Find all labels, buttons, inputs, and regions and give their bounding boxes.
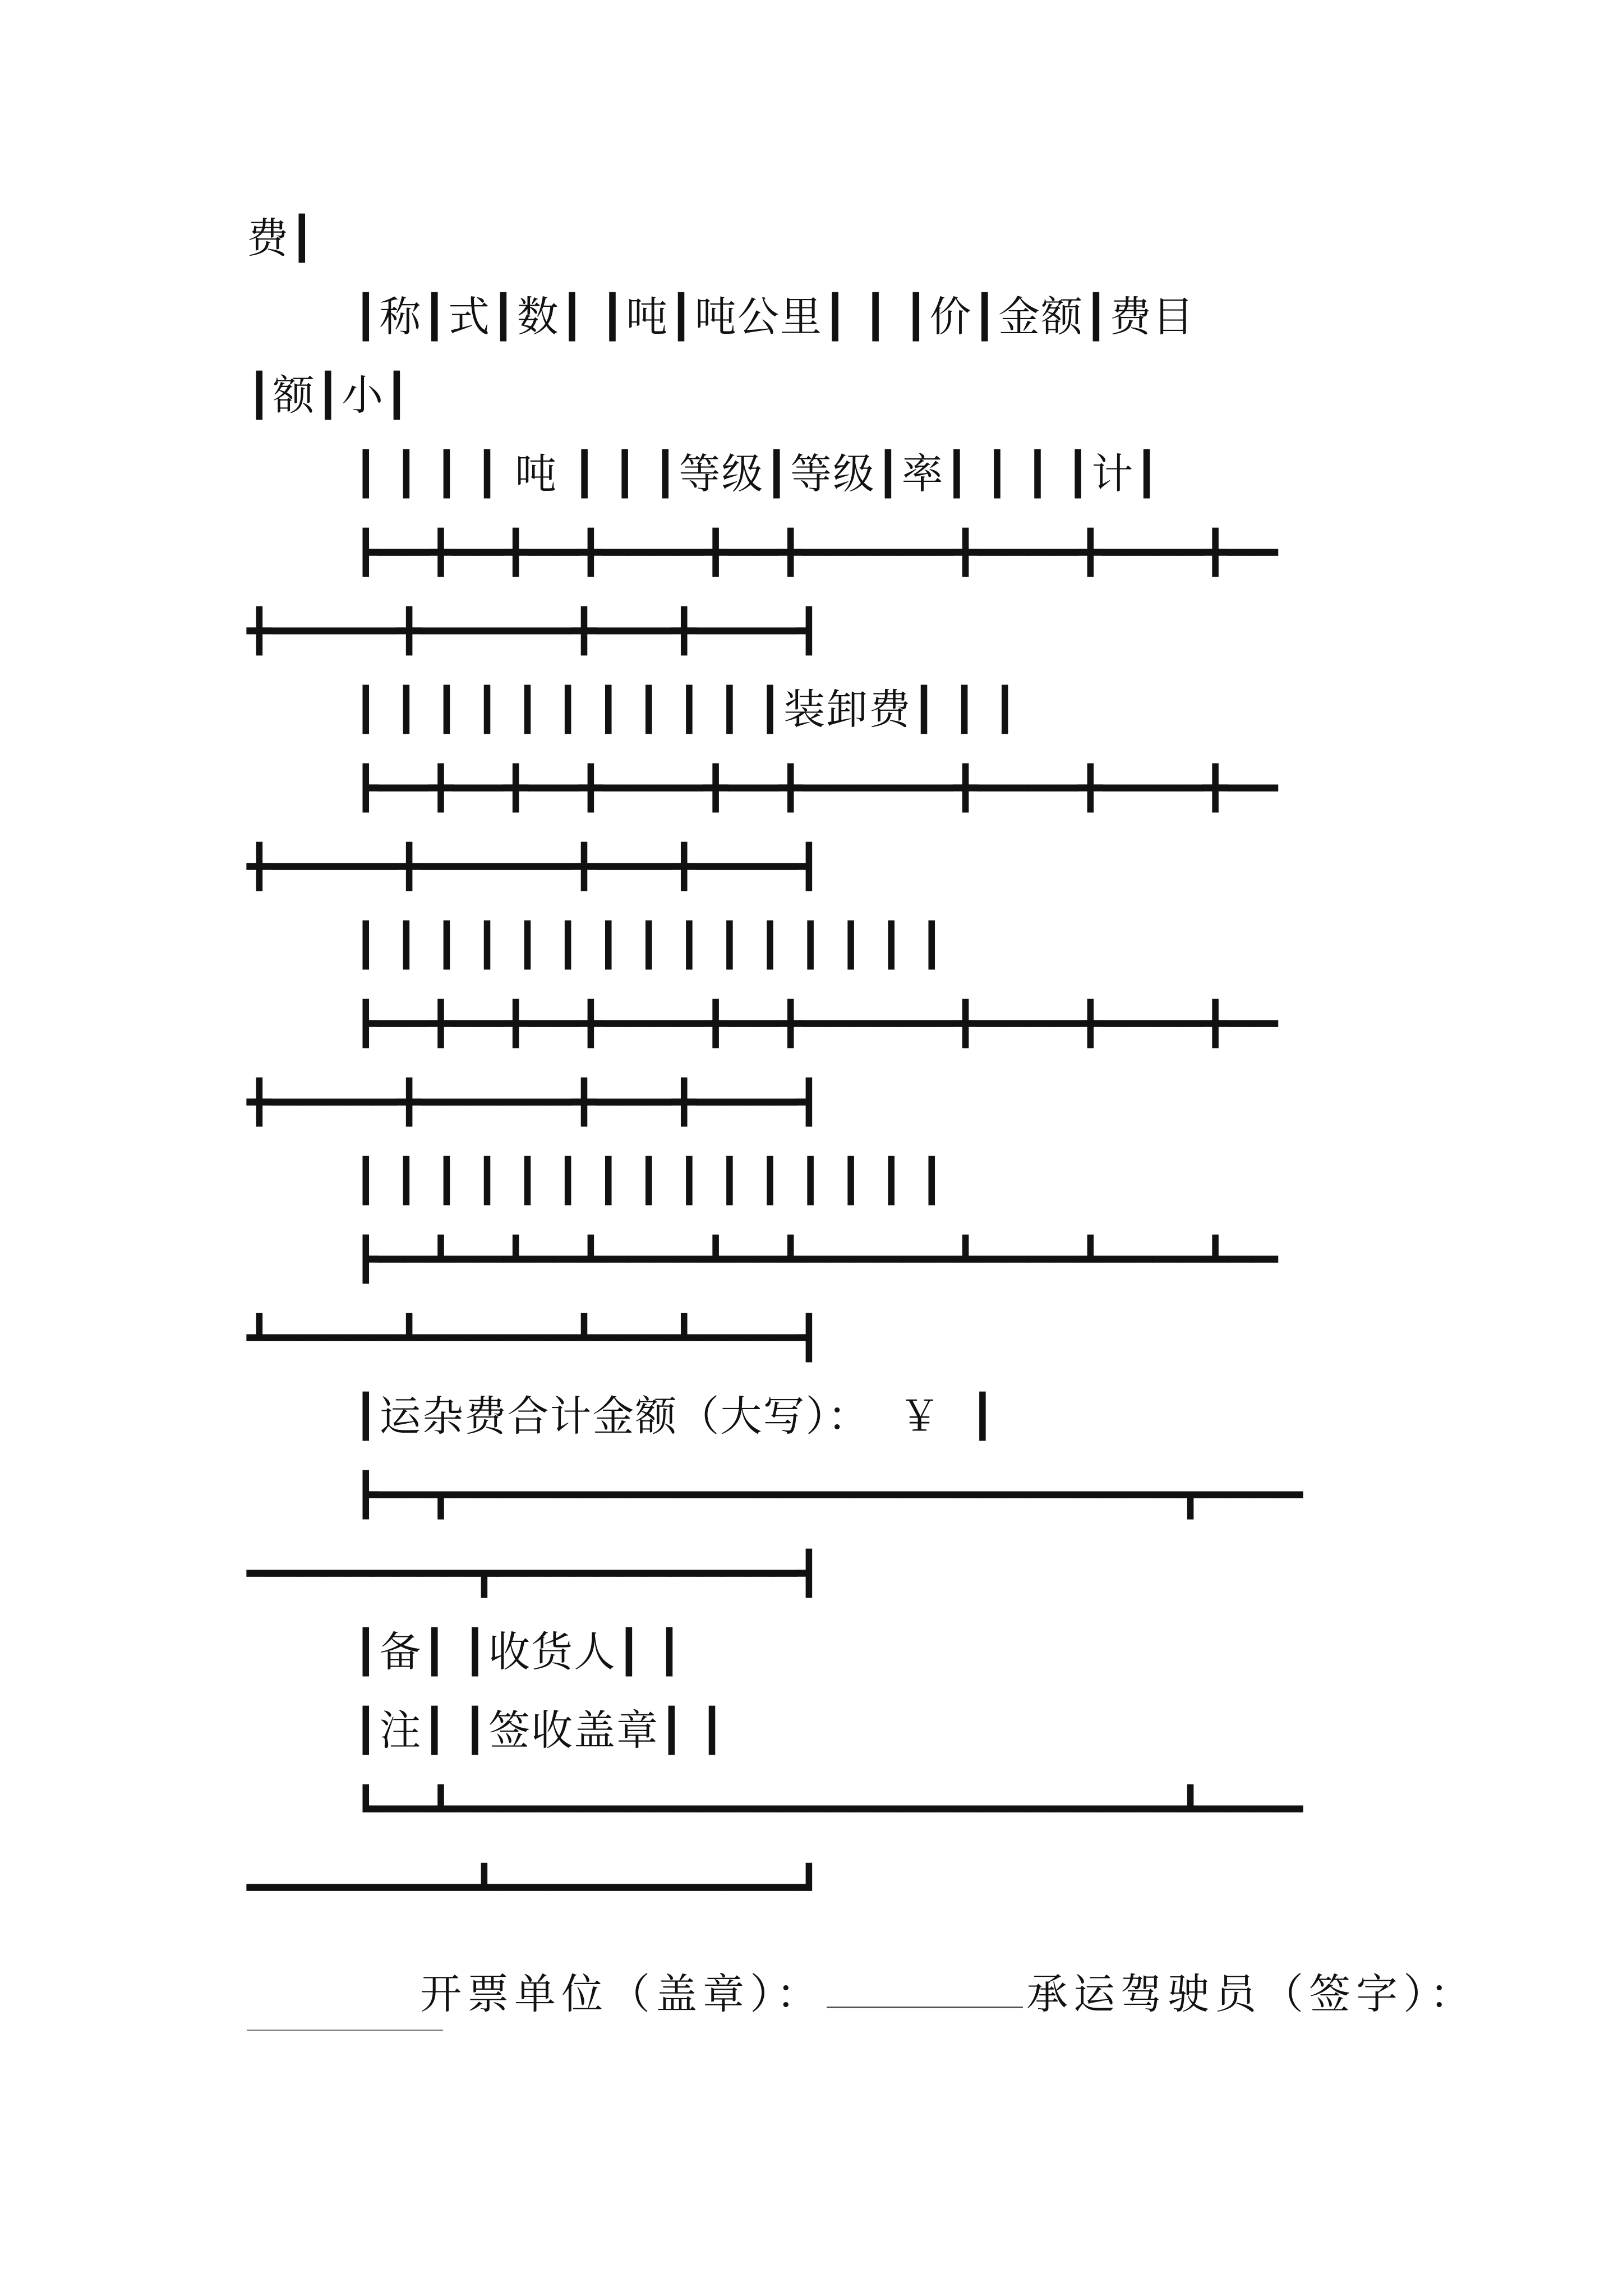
- table-border-line: ┻━━━━━┻━━━━━━┻━━━┻━━━━┫: [247, 1314, 822, 1362]
- form-line-3: ┃额┃小┃: [247, 371, 411, 420]
- total-amount-line: ┃运杂费合计金额（大写）： ￥ ┃: [353, 1392, 997, 1441]
- table-border-line: ┣━━╋━━╋━━╋━━━━╋━━╋━━━━━━╋━━━━╋━━━━╋━━: [353, 528, 1278, 577]
- driver-signature-blank: [247, 2030, 443, 2031]
- table-border-line: ┗━━┻━━━━━━━━━━━━━━━━━━━━━━━━━━━━━┻━━━━: [353, 1785, 1303, 1833]
- issuer-label: 开票单位（盖章）：: [420, 1970, 824, 2018]
- form-line-empty-row: ┃ ┃ ┃ ┃ ┃ ┃ ┃ ┃ ┃ ┃ ┃ ┃ ┃ ┃ ┃: [353, 1157, 946, 1205]
- table-border-line: ┣━━╋━━╋━━╋━━━━╋━━╋━━━━━━╋━━━━╋━━━━╋━━: [353, 1000, 1278, 1048]
- table-border-line: ━━━━━━━━━┳━━━━━━━━━━━━┫: [247, 1549, 822, 1598]
- form-line-4: ┃ ┃ ┃ ┃ 吨 ┃ ┃ ┃等级┃等级┃率┃ ┃ ┃ ┃计┃: [353, 450, 1160, 498]
- table-border-line: ┣━━┳━━━━━━━━━━━━━━━━━━━━━━━━━━━━━┳━━━━: [353, 1471, 1303, 1519]
- table-border-line: ━━━━━━━━━┻━━━━━━━━━━━━┛: [247, 1864, 822, 1912]
- remarks-consignee-line: ┃注┃ ┃签收盖章┃ ┃: [353, 1706, 726, 1755]
- table-border-line: ┣━━╋━━╋━━╋━━━━╋━━╋━━━━━━╋━━━━╋━━━━╋━━: [353, 764, 1278, 812]
- table-border-line: ┣━━┻━━┻━━┻━━━━┻━━┻━━━━━━┻━━━━┻━━━━┻━━: [353, 1235, 1278, 1283]
- form-line-loading-fee: ┃ ┃ ┃ ┃ ┃ ┃ ┃ ┃ ┃ ┃ ┃装卸费┃ ┃ ┃: [353, 685, 1018, 734]
- table-border-line: ╋━━━━━╋━━━━━━╋━━━╋━━━━┫: [247, 843, 822, 891]
- form-line-1: 费┃: [247, 214, 316, 263]
- table-border-line: ╋━━━━━╋━━━━━━╋━━━╋━━━━┫: [247, 607, 822, 655]
- signature-footer: [345, 1910, 1477, 2078]
- form-line-empty-row: ┃ ┃ ┃ ┃ ┃ ┃ ┃ ┃ ┃ ┃ ┃ ┃ ┃ ┃ ┃: [353, 921, 946, 969]
- driver-label: 承运驾驶员（签字）：: [1026, 1970, 1477, 2018]
- issuer-blank: [827, 1967, 1023, 2008]
- remarks-consignee-line: ┃备┃ ┃收货人┃ ┃: [353, 1628, 683, 1676]
- form-line-2: ┃称┃式┃数┃ ┃吨┃吨公里┃ ┃ ┃价┃金额┃费目: [353, 293, 1195, 341]
- table-border-line: ╋━━━━━╋━━━━━━╋━━━╋━━━━┫: [247, 1078, 822, 1126]
